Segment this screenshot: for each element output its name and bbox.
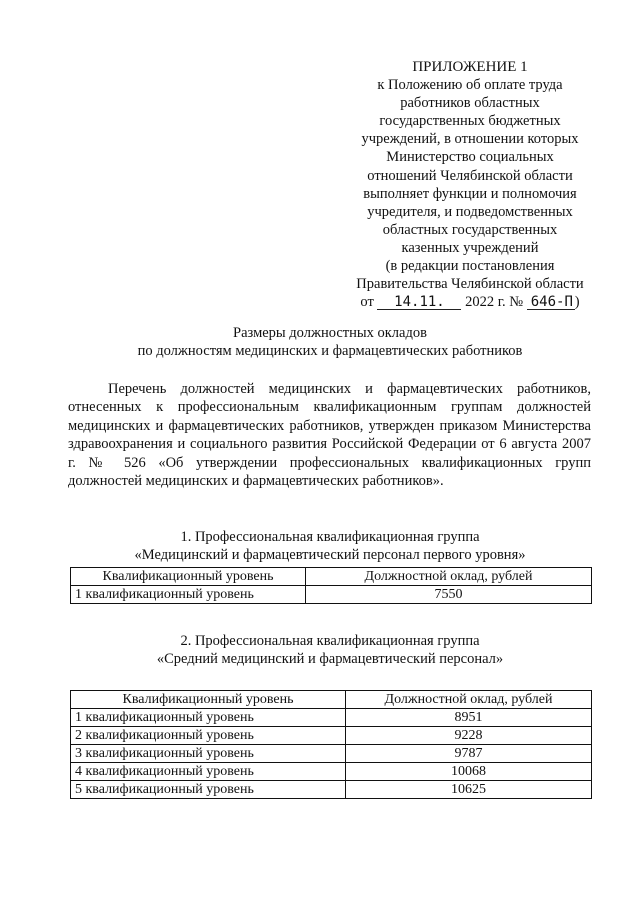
appendix-line: Правительства Челябинской области (356, 276, 584, 293)
appendix-line: Министерство социальных (386, 149, 554, 166)
column-header-level: Квалификационный уровень (71, 568, 306, 586)
handwritten-number: 646-П (527, 295, 575, 310)
salary-cell: 9228 (346, 727, 592, 745)
document-heading (60, 324, 600, 360)
date-prefix: от (360, 294, 374, 311)
column-header-salary: Должностной оклад, рублей (306, 568, 592, 586)
level-cell: 1 квалификационный уровень (71, 709, 346, 727)
group1-title (60, 528, 600, 564)
group1-table (70, 567, 592, 604)
level-cell: 4 квалификационный уровень (71, 763, 346, 781)
level-cell: 1 квалификационный уровень (71, 586, 306, 604)
heading-line-2: по должностям медицинских и фармацевтических работников (137, 343, 523, 359)
group2-title-line-1: 2. Профессиональная квалификационная группа (180, 633, 480, 649)
table-row (71, 763, 592, 781)
group2-title (60, 632, 600, 668)
salary-cell: 9787 (346, 745, 592, 763)
group1-title-line-2: «Медицинский и фармацевтический персонал первого уровня» (134, 547, 526, 563)
handwritten-date: 14.11. (377, 295, 461, 310)
appendix-line: выполняет функции и полномочия (363, 185, 577, 202)
appendix-line: учреждений, в отношении которых (361, 131, 579, 148)
appendix-block (346, 58, 594, 311)
salary-cell: 7550 (306, 586, 592, 604)
column-header-salary: Должностной оклад, рублей (346, 691, 592, 709)
appendix-line: (в редакции постановления (385, 258, 555, 275)
appendix-line: отношений Челябинской области (367, 167, 573, 184)
year-text: 2022 г. № (465, 294, 524, 311)
appendix-line: учредителя, и подведомственных (367, 203, 573, 220)
table-header-row (71, 568, 592, 586)
table-row (71, 586, 592, 604)
appendix-line: государственных бюджетных (379, 113, 561, 130)
group2-table (70, 690, 592, 799)
table-row (71, 709, 592, 727)
table-row (71, 727, 592, 745)
appendix-line: работников областных (400, 95, 540, 112)
resolution-date-line (346, 293, 594, 311)
table-row (71, 781, 592, 799)
salary-cell: 10068 (346, 763, 592, 781)
level-cell: 5 квалификационный уровень (71, 781, 346, 799)
column-header-level: Квалификационный уровень (71, 691, 346, 709)
level-cell: 3 квалификационный уровень (71, 745, 346, 763)
salary-cell: 8951 (346, 709, 592, 727)
appendix-line: областных государственных (382, 221, 558, 238)
appendix-line: казенных учреждений (401, 239, 539, 256)
closing-paren: ) (574, 294, 580, 311)
salary-cell: 10625 (346, 781, 592, 799)
level-cell: 2 квалификационный уровень (71, 727, 346, 745)
group1-title-line-1: 1. Профессиональная квалификационная группа (180, 529, 480, 545)
appendix-line: к Положению об оплате труда (377, 77, 563, 94)
intro-paragraph: Перечень должностей медицинских и фармацевтических работников, отнесенных к профессиональным квалификационным группам должностей медицинских и фармацевтических работников, утвержден приказом Министерства здравоохранения и социального развития Российской Федерации от 6 августа 2007 г. № 526 «Об утверждении профессиональных квалификационных групп должностей медицинских и фармацевтических работников». (68, 381, 591, 490)
appendix-title: ПРИЛОЖЕНИЕ 1 (412, 59, 528, 75)
table-row (71, 745, 592, 763)
group2-title-line-2: «Средний медицинский и фармацевтический персонал» (156, 651, 504, 667)
table-header-row (71, 691, 592, 709)
heading-line-1: Размеры должностных окладов (233, 325, 427, 341)
